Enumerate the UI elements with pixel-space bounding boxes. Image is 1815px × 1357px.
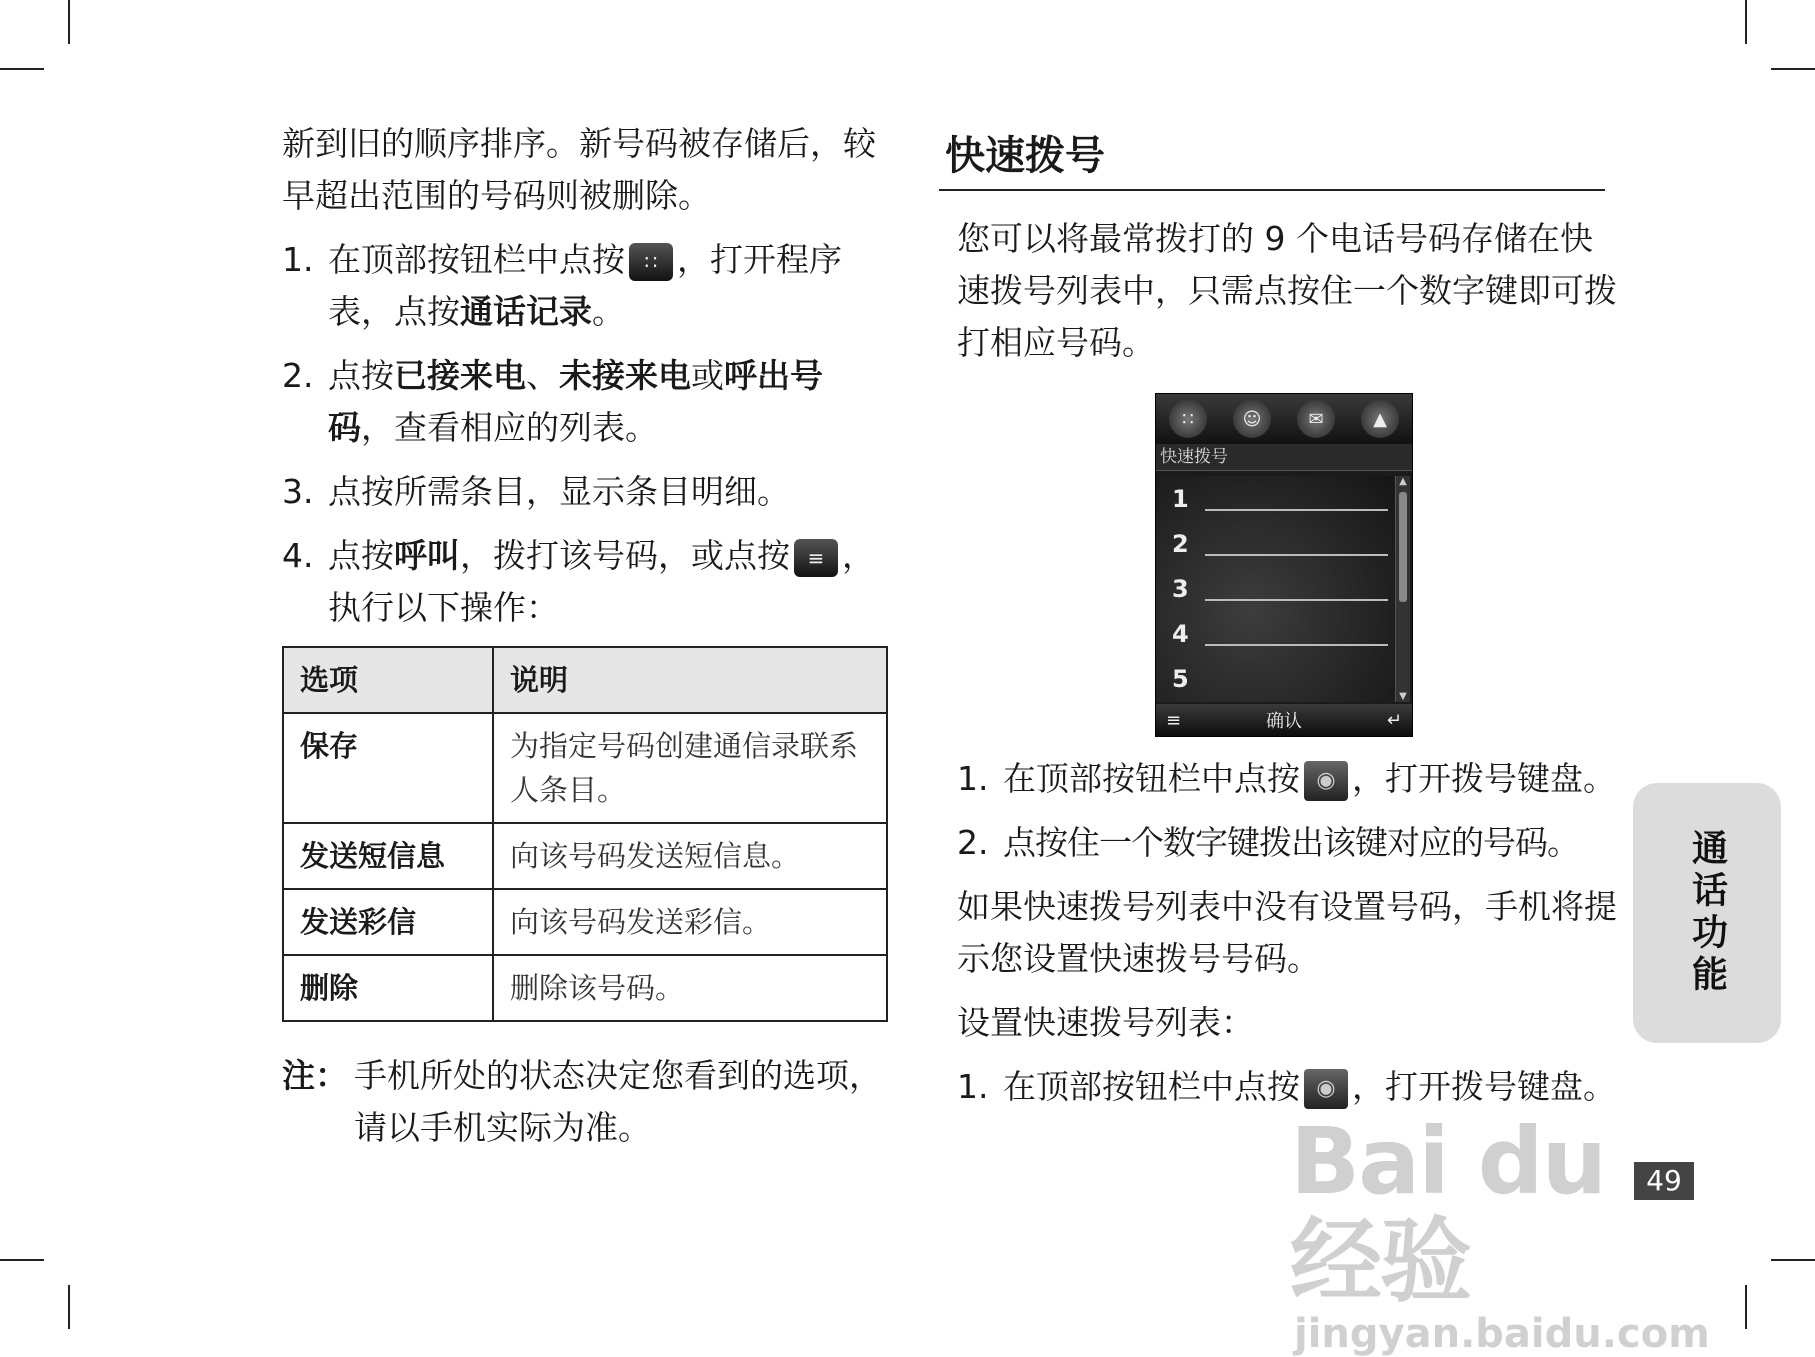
list-item bbox=[957, 753, 1617, 805]
crop-mark bbox=[0, 68, 44, 70]
step-text-part: 在顶部按钮栏中点按 bbox=[1003, 759, 1300, 798]
crop-mark bbox=[1745, 1285, 1747, 1329]
step-text-part: 点按 bbox=[328, 536, 394, 575]
list-item bbox=[1156, 611, 1394, 656]
table-header: 说明 bbox=[493, 647, 887, 713]
step-text-part: ，执行以下操作： bbox=[328, 536, 875, 627]
list-item bbox=[1156, 656, 1394, 701]
options-table bbox=[282, 646, 888, 1022]
note bbox=[282, 1050, 888, 1154]
step-number: 3. bbox=[282, 472, 314, 511]
message-icon: ✉ bbox=[1297, 400, 1335, 438]
step-bold-term: 未接来电 bbox=[559, 356, 691, 395]
step-text bbox=[328, 350, 888, 454]
crop-mark bbox=[68, 0, 70, 44]
step-text-part: ，打开拨号键盘。 bbox=[1352, 759, 1616, 798]
scroll-down-icon: ▼ bbox=[1399, 691, 1407, 702]
step-text-part: 、 bbox=[526, 356, 559, 395]
left-column bbox=[282, 118, 888, 1154]
crop-mark bbox=[1771, 68, 1815, 70]
list-item bbox=[282, 234, 888, 338]
watermark-brand: Bai du 经验 bbox=[1290, 1108, 1606, 1315]
phone-scrollbar bbox=[1395, 476, 1410, 702]
apps-icon: ∷ bbox=[629, 243, 673, 281]
step-text bbox=[328, 530, 888, 634]
step-number: 1. bbox=[957, 1067, 989, 1106]
list-item bbox=[1156, 521, 1394, 566]
speed-dial-number: 3 bbox=[1172, 574, 1189, 603]
scroll-up-icon: ▲ bbox=[1399, 476, 1407, 487]
list-item bbox=[957, 1061, 1617, 1113]
speed-dial-number: 5 bbox=[1172, 664, 1189, 693]
step-bold-term: 已接来电 bbox=[394, 356, 526, 395]
table-row bbox=[283, 713, 887, 823]
speed-dial-number: 1 bbox=[1172, 484, 1189, 513]
table-cell-description: 为指定号码创建通信录联系人条目。 bbox=[493, 713, 887, 823]
step-number: 1. bbox=[957, 759, 989, 798]
step-text-part: ，打开程序表，点按 bbox=[328, 240, 842, 331]
confirm-label: 确认 bbox=[1266, 711, 1302, 732]
step-text-part: ，查看相应的列表。 bbox=[361, 408, 658, 447]
table-cell-description: 删除该号码。 bbox=[493, 955, 887, 1021]
speed-dial-number: 2 bbox=[1172, 529, 1189, 558]
list-item bbox=[1156, 566, 1394, 611]
speed-dial-entry bbox=[1205, 668, 1388, 690]
table-row bbox=[283, 889, 887, 955]
step-bold-term: 通话记录 bbox=[460, 292, 592, 331]
step-text-part: 或 bbox=[691, 356, 724, 395]
step-number: 2. bbox=[957, 823, 989, 862]
step-number: 4. bbox=[282, 536, 314, 575]
speed-dial-entry bbox=[1205, 577, 1388, 601]
step-text-part: ，拨打该号码，或点按 bbox=[460, 536, 790, 575]
step-number: 1. bbox=[282, 240, 314, 279]
intro-paragraph: 新到旧的顺序排序。新号码被存储后，较早超出范围的号码则被删除。 bbox=[282, 124, 876, 215]
phone-screenshot bbox=[1155, 393, 1413, 737]
step-bold-term: 呼叫 bbox=[394, 536, 460, 575]
step-bold-term: 呼出号码 bbox=[328, 356, 823, 447]
note-label: 注： bbox=[282, 1056, 348, 1095]
dialer-icon: ▲ bbox=[1361, 400, 1399, 438]
table-row bbox=[283, 955, 887, 1021]
dialer-icon: ◉ bbox=[1304, 1069, 1348, 1109]
speed-dial-entry bbox=[1205, 622, 1388, 646]
table-row bbox=[283, 823, 887, 889]
menu-icon: ≡ bbox=[794, 539, 838, 577]
speed-dial-entry bbox=[1205, 532, 1388, 556]
crop-mark bbox=[1771, 1259, 1815, 1261]
phone-bottom-bar bbox=[1156, 704, 1412, 736]
paragraph: 设置快速拨号列表： bbox=[957, 1003, 1254, 1042]
right-column bbox=[945, 118, 1617, 1125]
table-cell-option: 删除 bbox=[283, 955, 493, 1021]
step-text bbox=[1003, 1061, 1617, 1113]
table-header-row bbox=[283, 647, 887, 713]
list-item bbox=[957, 817, 1617, 869]
step-text-part: 在顶部按钮栏中点按 bbox=[328, 240, 625, 279]
step-text-part: 在顶部按钮栏中点按 bbox=[1003, 1067, 1300, 1106]
step-text bbox=[1003, 753, 1617, 805]
list-item bbox=[282, 350, 888, 454]
phone-top-bar bbox=[1156, 394, 1412, 444]
crop-mark bbox=[68, 1285, 70, 1329]
speed-dial-list bbox=[1156, 476, 1394, 702]
chapter-tab bbox=[1633, 783, 1781, 1043]
list-item bbox=[282, 466, 888, 518]
dialer-icon: ◉ bbox=[1304, 761, 1348, 801]
step-text-part: 点按 bbox=[328, 356, 394, 395]
speed-dial-entry bbox=[1205, 487, 1388, 511]
intro-paragraph: 您可以将最常拨打的 9 个电话号码存储在快速拨号列表中，只需点按住一个数字键即可拨打相应号码。 bbox=[957, 219, 1617, 362]
watermark-logo bbox=[1290, 1108, 1710, 1357]
table-cell-description: 向该号码发送彩信。 bbox=[493, 889, 887, 955]
table-cell-description: 向该号码发送短信息。 bbox=[493, 823, 887, 889]
step-text: 点按住一个数字键拨出该键对应的号码。 bbox=[1003, 823, 1579, 862]
page-number: 49 bbox=[1634, 1162, 1694, 1200]
speed-dial-number: 4 bbox=[1172, 619, 1189, 648]
table-cell-option: 保存 bbox=[283, 713, 493, 823]
step-text-part: ，打开拨号键盘。 bbox=[1352, 1067, 1616, 1106]
apps-icon: ∷ bbox=[1169, 400, 1207, 438]
watermark-url: jingyan.baidu.com bbox=[1294, 1311, 1710, 1357]
table-cell-option: 发送短信息 bbox=[283, 823, 493, 889]
list-item bbox=[282, 530, 888, 634]
chapter-tab-label: 通话功能 bbox=[1686, 829, 1728, 997]
crop-mark bbox=[0, 1259, 44, 1261]
step-number: 2. bbox=[282, 356, 314, 395]
note-text: 手机所处的状态决定您看到的选项，请以手机实际为准。 bbox=[354, 1056, 882, 1147]
phone-screen-title: 快速拨号 bbox=[1156, 444, 1412, 471]
back-icon: ↵ bbox=[1386, 709, 1402, 731]
step-text-part: 。 bbox=[592, 292, 625, 331]
contacts-icon: ☺ bbox=[1233, 400, 1271, 438]
menu-icon: ≡ bbox=[1166, 709, 1182, 731]
paragraph: 如果快速拨号列表中没有设置号码，手机将提示您设置快速拨号号码。 bbox=[957, 887, 1617, 978]
table-header: 选项 bbox=[283, 647, 493, 713]
scroll-thumb bbox=[1399, 492, 1407, 602]
step-text bbox=[328, 234, 888, 338]
step-text: 点按所需条目，显示条目明细。 bbox=[328, 472, 790, 511]
table-cell-option: 发送彩信 bbox=[283, 889, 493, 955]
crop-mark bbox=[1745, 0, 1747, 44]
list-item bbox=[1156, 476, 1394, 521]
section-title: 快速拨号 bbox=[939, 118, 1605, 191]
